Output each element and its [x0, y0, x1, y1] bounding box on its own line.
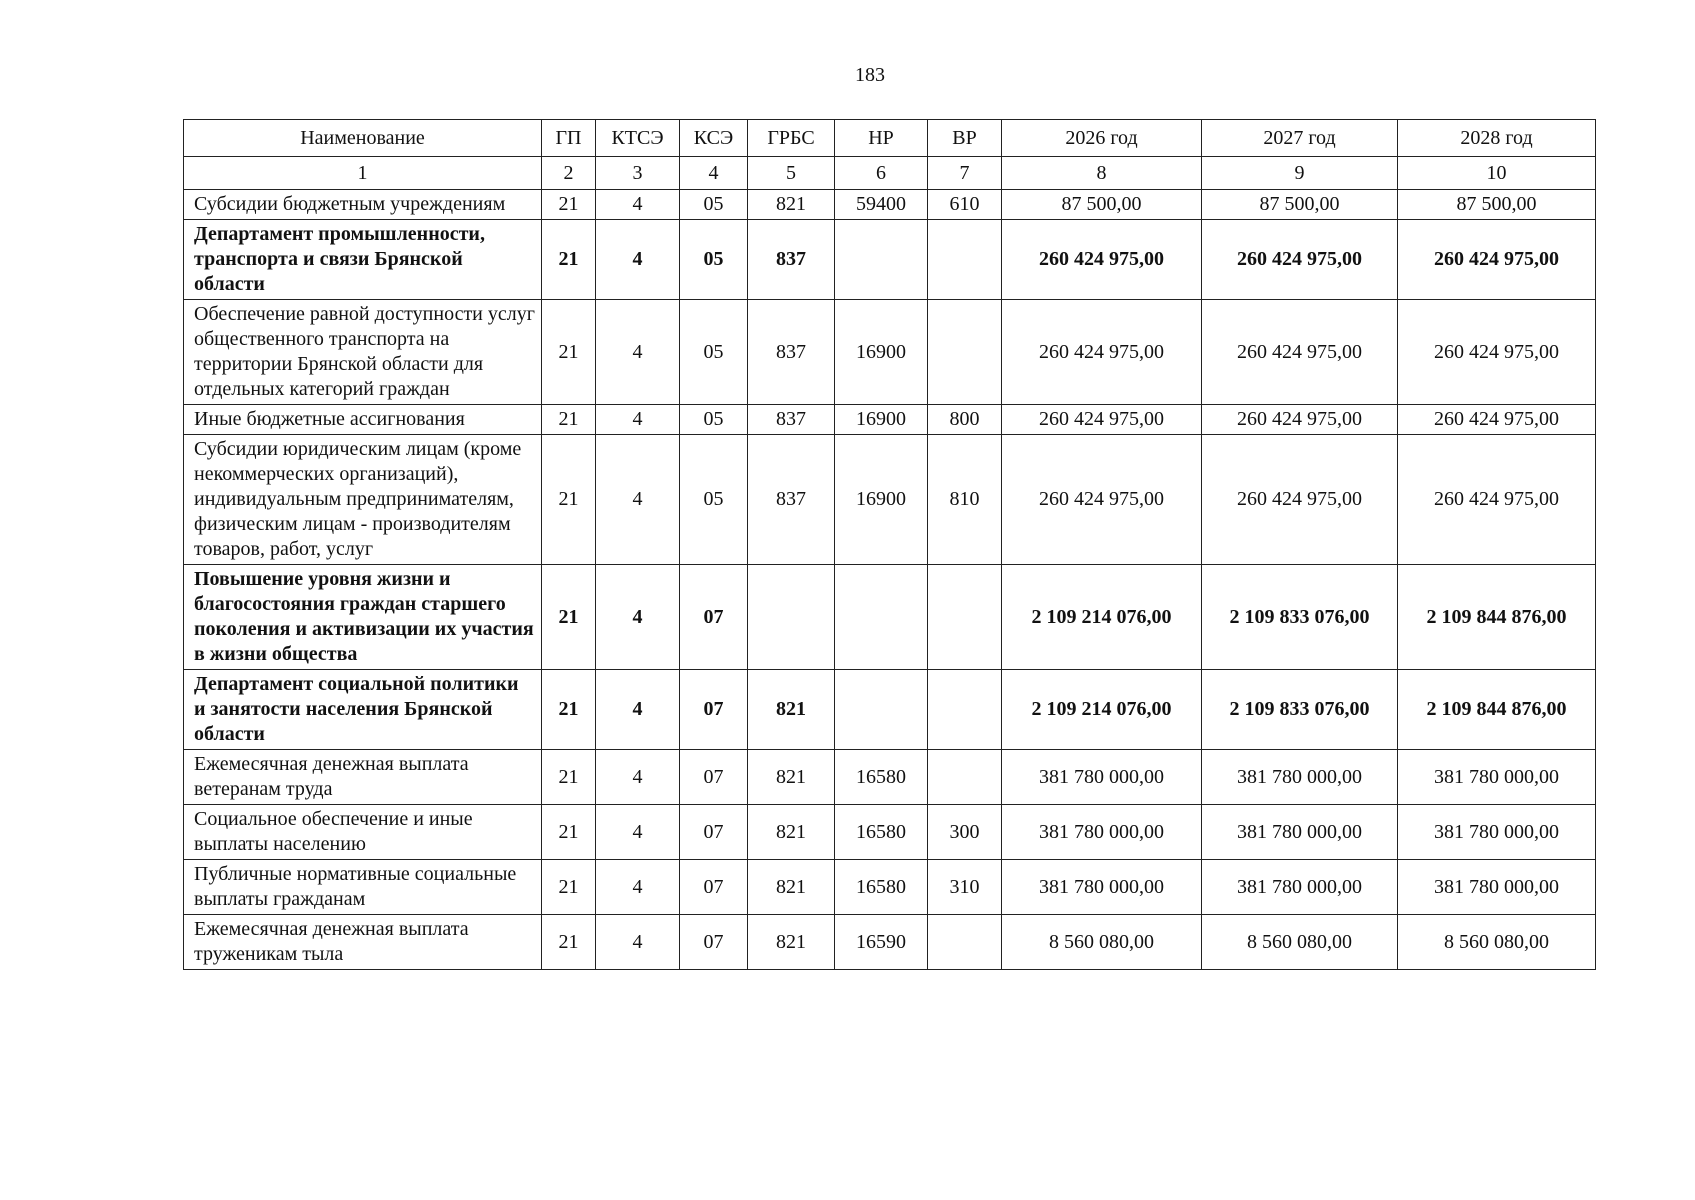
header-grbs: ГРБС [748, 120, 835, 157]
row-vr: 310 [928, 860, 1002, 915]
row-grbs: 837 [748, 220, 835, 300]
row-nr: 16900 [835, 435, 928, 565]
column-number: 9 [1202, 157, 1398, 190]
row-nr: 16900 [835, 405, 928, 435]
column-number: 10 [1398, 157, 1596, 190]
amount-2027: 2 109 833 076,00 [1202, 565, 1398, 670]
row-vr [928, 565, 1002, 670]
column-number: 7 [928, 157, 1002, 190]
row-grbs: 821 [748, 860, 835, 915]
amount-2028: 260 424 975,00 [1398, 405, 1596, 435]
amount-2028: 381 780 000,00 [1398, 805, 1596, 860]
row-grbs: 821 [748, 805, 835, 860]
row-ktse: 4 [596, 750, 680, 805]
column-number: 1 [184, 157, 542, 190]
row-name: Субсидии юридическим лицам (кроме некоммерческих организаций), индивидуальным предпринимателям, физическим лицам - производителям товаров, работ, услуг [184, 435, 542, 565]
table-row [184, 565, 1596, 670]
table-row [184, 190, 1596, 220]
row-nr: 16900 [835, 300, 928, 405]
row-kse: 07 [680, 915, 748, 970]
row-vr [928, 915, 1002, 970]
amount-2027: 8 560 080,00 [1202, 915, 1398, 970]
row-name: Департамент социальной политики и занятости населения Брянской области [184, 670, 542, 750]
row-ktse: 4 [596, 405, 680, 435]
row-grbs: 837 [748, 405, 835, 435]
amount-2028: 260 424 975,00 [1398, 435, 1596, 565]
row-nr: 16580 [835, 860, 928, 915]
amount-2028: 87 500,00 [1398, 190, 1596, 220]
budget-table [183, 119, 1596, 970]
amount-2026: 260 424 975,00 [1002, 405, 1202, 435]
row-vr: 810 [928, 435, 1002, 565]
header-2027: 2027 год [1202, 120, 1398, 157]
row-ktse: 4 [596, 565, 680, 670]
row-vr: 800 [928, 405, 1002, 435]
row-nr [835, 565, 928, 670]
header-row [184, 120, 1596, 157]
amount-2027: 260 424 975,00 [1202, 220, 1398, 300]
row-nr: 16580 [835, 805, 928, 860]
table-row [184, 805, 1596, 860]
page-number: 183 [855, 64, 885, 86]
row-ktse: 4 [596, 670, 680, 750]
table-row [184, 435, 1596, 565]
row-name: Публичные нормативные социальные выплаты гражданам [184, 860, 542, 915]
amount-2026: 260 424 975,00 [1002, 435, 1202, 565]
amount-2027: 381 780 000,00 [1202, 860, 1398, 915]
row-nr [835, 220, 928, 300]
row-gp: 21 [542, 750, 596, 805]
row-kse: 05 [680, 405, 748, 435]
amount-2026: 260 424 975,00 [1002, 220, 1202, 300]
amount-2026: 8 560 080,00 [1002, 915, 1202, 970]
column-number: 3 [596, 157, 680, 190]
row-gp: 21 [542, 805, 596, 860]
row-gp: 21 [542, 670, 596, 750]
row-grbs: 821 [748, 670, 835, 750]
amount-2027: 381 780 000,00 [1202, 750, 1398, 805]
row-name: Повышение уровня жизни и благосостояния граждан старшего поколения и активизации их участия в жизни общества [184, 565, 542, 670]
row-name: Иные бюджетные ассигнования [184, 405, 542, 435]
row-name: Субсидии бюджетным учреждениям [184, 190, 542, 220]
row-gp: 21 [542, 190, 596, 220]
row-name: Социальное обеспечение и иные выплаты населению [184, 805, 542, 860]
row-kse: 05 [680, 220, 748, 300]
row-grbs: 837 [748, 435, 835, 565]
table-row [184, 860, 1596, 915]
amount-2028: 381 780 000,00 [1398, 750, 1596, 805]
row-nr [835, 670, 928, 750]
amount-2026: 381 780 000,00 [1002, 750, 1202, 805]
row-grbs: 821 [748, 915, 835, 970]
row-ktse: 4 [596, 435, 680, 565]
row-vr [928, 220, 1002, 300]
row-nr: 16590 [835, 915, 928, 970]
amount-2026: 260 424 975,00 [1002, 300, 1202, 405]
table-row [184, 405, 1596, 435]
row-vr: 300 [928, 805, 1002, 860]
amount-2026: 87 500,00 [1002, 190, 1202, 220]
column-number: 8 [1002, 157, 1202, 190]
amount-2028: 2 109 844 876,00 [1398, 670, 1596, 750]
row-kse: 05 [680, 300, 748, 405]
amount-2026: 2 109 214 076,00 [1002, 565, 1202, 670]
amount-2027: 2 109 833 076,00 [1202, 670, 1398, 750]
row-vr [928, 750, 1002, 805]
header-nr: НР [835, 120, 928, 157]
row-ktse: 4 [596, 220, 680, 300]
row-grbs: 837 [748, 300, 835, 405]
table-row [184, 300, 1596, 405]
amount-2026: 381 780 000,00 [1002, 860, 1202, 915]
row-kse: 07 [680, 565, 748, 670]
header-vr: ВР [928, 120, 1002, 157]
row-kse: 07 [680, 670, 748, 750]
row-name: Ежемесячная денежная выплата ветеранам труда [184, 750, 542, 805]
table-row [184, 220, 1596, 300]
amount-2027: 260 424 975,00 [1202, 405, 1398, 435]
row-grbs [748, 565, 835, 670]
row-grbs: 821 [748, 750, 835, 805]
row-nr: 16580 [835, 750, 928, 805]
column-number: 2 [542, 157, 596, 190]
table-row [184, 670, 1596, 750]
amount-2028: 260 424 975,00 [1398, 300, 1596, 405]
row-gp: 21 [542, 565, 596, 670]
amount-2027: 260 424 975,00 [1202, 435, 1398, 565]
row-gp: 21 [542, 300, 596, 405]
amount-2026: 2 109 214 076,00 [1002, 670, 1202, 750]
row-ktse: 4 [596, 190, 680, 220]
header-name: Наименование [184, 120, 542, 157]
row-nr: 59400 [835, 190, 928, 220]
amount-2028: 381 780 000,00 [1398, 860, 1596, 915]
row-gp: 21 [542, 915, 596, 970]
row-ktse: 4 [596, 915, 680, 970]
row-gp: 21 [542, 220, 596, 300]
column-number: 6 [835, 157, 928, 190]
table-row [184, 915, 1596, 970]
row-kse: 05 [680, 190, 748, 220]
row-kse: 07 [680, 860, 748, 915]
row-name: Департамент промышленности, транспорта и связи Брянской области [184, 220, 542, 300]
row-kse: 07 [680, 805, 748, 860]
row-gp: 21 [542, 405, 596, 435]
column-number: 4 [680, 157, 748, 190]
header-kse: КСЭ [680, 120, 748, 157]
row-vr [928, 670, 1002, 750]
amount-2028: 2 109 844 876,00 [1398, 565, 1596, 670]
amount-2028: 260 424 975,00 [1398, 220, 1596, 300]
row-vr [928, 300, 1002, 405]
row-gp: 21 [542, 435, 596, 565]
row-gp: 21 [542, 860, 596, 915]
amount-2027: 260 424 975,00 [1202, 300, 1398, 405]
row-vr: 610 [928, 190, 1002, 220]
header-ktse: КТСЭ [596, 120, 680, 157]
column-number: 5 [748, 157, 835, 190]
header-gp: ГП [542, 120, 596, 157]
amount-2028: 8 560 080,00 [1398, 915, 1596, 970]
row-name: Ежемесячная денежная выплата труженикам тыла [184, 915, 542, 970]
row-ktse: 4 [596, 805, 680, 860]
amount-2027: 87 500,00 [1202, 190, 1398, 220]
row-name: Обеспечение равной доступности услуг общественного транспорта на территории Брянской области для отдельных категорий граждан [184, 300, 542, 405]
row-ktse: 4 [596, 860, 680, 915]
row-grbs: 821 [748, 190, 835, 220]
row-ktse: 4 [596, 300, 680, 405]
amount-2026: 381 780 000,00 [1002, 805, 1202, 860]
row-kse: 05 [680, 435, 748, 565]
header-2028: 2028 год [1398, 120, 1596, 157]
table-row [184, 750, 1596, 805]
amount-2027: 381 780 000,00 [1202, 805, 1398, 860]
header-2026: 2026 год [1002, 120, 1202, 157]
column-numbers-row [184, 157, 1596, 190]
row-kse: 07 [680, 750, 748, 805]
